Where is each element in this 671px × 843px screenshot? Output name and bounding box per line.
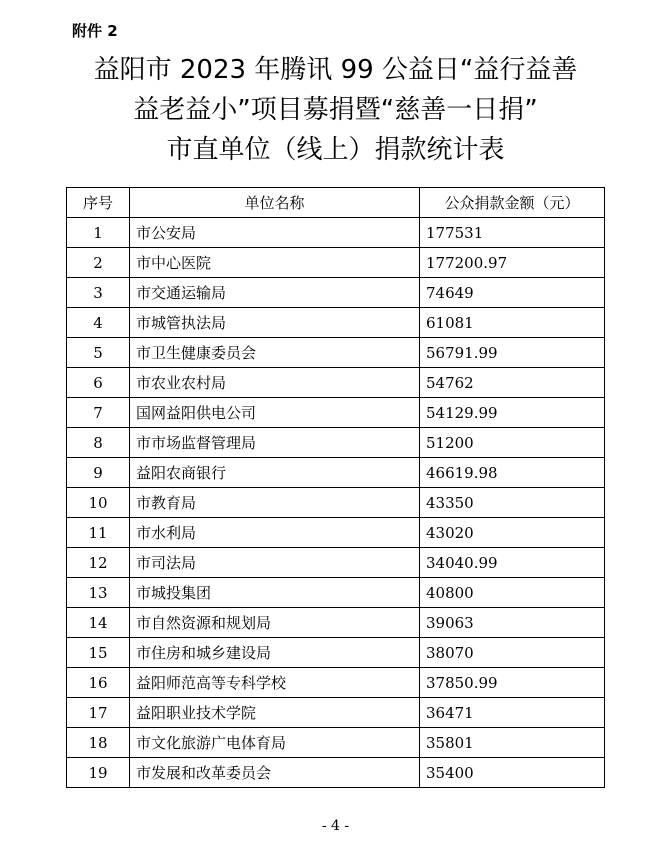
cell-serial-number: 15: [67, 638, 130, 668]
table-row: [67, 728, 605, 758]
cell-unit-name: 市文化旅游广电体育局: [130, 728, 420, 758]
cell-serial-number: 9: [67, 458, 130, 488]
cell-serial-number: 1: [67, 218, 130, 248]
cell-donation-amount: 37850.99: [420, 668, 605, 698]
cell-serial-number: 13: [67, 578, 130, 608]
cell-unit-name: 市发展和改革委员会: [130, 758, 420, 788]
table-row: [67, 698, 605, 728]
cell-donation-amount: 54762: [420, 368, 605, 398]
cell-serial-number: 17: [67, 698, 130, 728]
cell-donation-amount: 36471: [420, 698, 605, 728]
cell-donation-amount: 51200: [420, 428, 605, 458]
cell-serial-number: 8: [67, 428, 130, 458]
cell-serial-number: 5: [67, 338, 130, 368]
cell-donation-amount: 38070: [420, 638, 605, 668]
cell-donation-amount: 177200.97: [420, 248, 605, 278]
table-row: [67, 428, 605, 458]
table-row: [67, 608, 605, 638]
cell-unit-name: 市中心医院: [130, 248, 420, 278]
cell-unit-name: 益阳农商银行: [130, 458, 420, 488]
cell-unit-name: 国网益阳供电公司: [130, 398, 420, 428]
cell-unit-name: 市城管执法局: [130, 308, 420, 338]
page-number: - 4 -: [321, 818, 350, 834]
cell-unit-name: 市司法局: [130, 548, 420, 578]
table-row: [67, 308, 605, 338]
table-row: [67, 578, 605, 608]
cell-unit-name: 市住房和城乡建设局: [130, 638, 420, 668]
cell-serial-number: 6: [67, 368, 130, 398]
table-row: [67, 518, 605, 548]
cell-serial-number: 16: [67, 668, 130, 698]
cell-donation-amount: 40800: [420, 578, 605, 608]
cell-unit-name: 益阳师范高等专科学校: [130, 668, 420, 698]
cell-unit-name: 市水利局: [130, 518, 420, 548]
cell-donation-amount: 74649: [420, 278, 605, 308]
cell-unit-name: 市公安局: [130, 218, 420, 248]
table-row: [67, 548, 605, 578]
cell-unit-name: 市教育局: [130, 488, 420, 518]
cell-donation-amount: 46619.98: [420, 458, 605, 488]
header-serial-number: 序号: [67, 188, 130, 218]
table-row: [67, 638, 605, 668]
cell-donation-amount: 43350: [420, 488, 605, 518]
cell-donation-amount: 43020: [420, 518, 605, 548]
table-row: [67, 338, 605, 368]
table-row: [67, 248, 605, 278]
cell-donation-amount: 56791.99: [420, 338, 605, 368]
cell-serial-number: 18: [67, 728, 130, 758]
cell-donation-amount: 39063: [420, 608, 605, 638]
cell-unit-name: 市城投集团: [130, 578, 420, 608]
cell-serial-number: 4: [67, 308, 130, 338]
attachment-label: 附件 2: [72, 22, 118, 40]
cell-unit-name: 市自然资源和规划局: [130, 608, 420, 638]
cell-donation-amount: 35801: [420, 728, 605, 758]
cell-unit-name: 市农业农村局: [130, 368, 420, 398]
table-row: [67, 278, 605, 308]
cell-serial-number: 14: [67, 608, 130, 638]
donation-table: [66, 187, 605, 788]
table-row: [67, 368, 605, 398]
table-row: [67, 488, 605, 518]
cell-donation-amount: 61081: [420, 308, 605, 338]
cell-unit-name: 市市场监督管理局: [130, 428, 420, 458]
cell-donation-amount: 54129.99: [420, 398, 605, 428]
cell-unit-name: 市卫生健康委员会: [130, 338, 420, 368]
cell-serial-number: 2: [67, 248, 130, 278]
cell-serial-number: 11: [67, 518, 130, 548]
cell-serial-number: 3: [67, 278, 130, 308]
cell-donation-amount: 177531: [420, 218, 605, 248]
cell-donation-amount: 34040.99: [420, 548, 605, 578]
cell-serial-number: 12: [67, 548, 130, 578]
header-donation-amount: 公众捐款金额（元）: [420, 188, 605, 218]
cell-unit-name: 市交通运输局: [130, 278, 420, 308]
header-unit-name: 单位名称: [130, 188, 420, 218]
document-title: [0, 50, 671, 170]
cell-unit-name: 益阳职业技术学院: [130, 698, 420, 728]
table-row: [67, 458, 605, 488]
table-row: [67, 668, 605, 698]
table-row: [67, 758, 605, 788]
table-row: [67, 398, 605, 428]
cell-serial-number: 7: [67, 398, 130, 428]
title-line-3: 市直单位（线上）捐款统计表: [166, 135, 505, 165]
table-row: [67, 218, 605, 248]
table-body: [67, 218, 605, 788]
cell-serial-number: 10: [67, 488, 130, 518]
table-header-row: [67, 188, 605, 218]
title-line-1: 益阳市 2023 年腾讯 99 公益日“益行益善: [93, 55, 578, 85]
title-line-2: 益老益小”项目募捐暨“慈善一日捐”: [133, 95, 538, 125]
cell-serial-number: 19: [67, 758, 130, 788]
cell-donation-amount: 35400: [420, 758, 605, 788]
